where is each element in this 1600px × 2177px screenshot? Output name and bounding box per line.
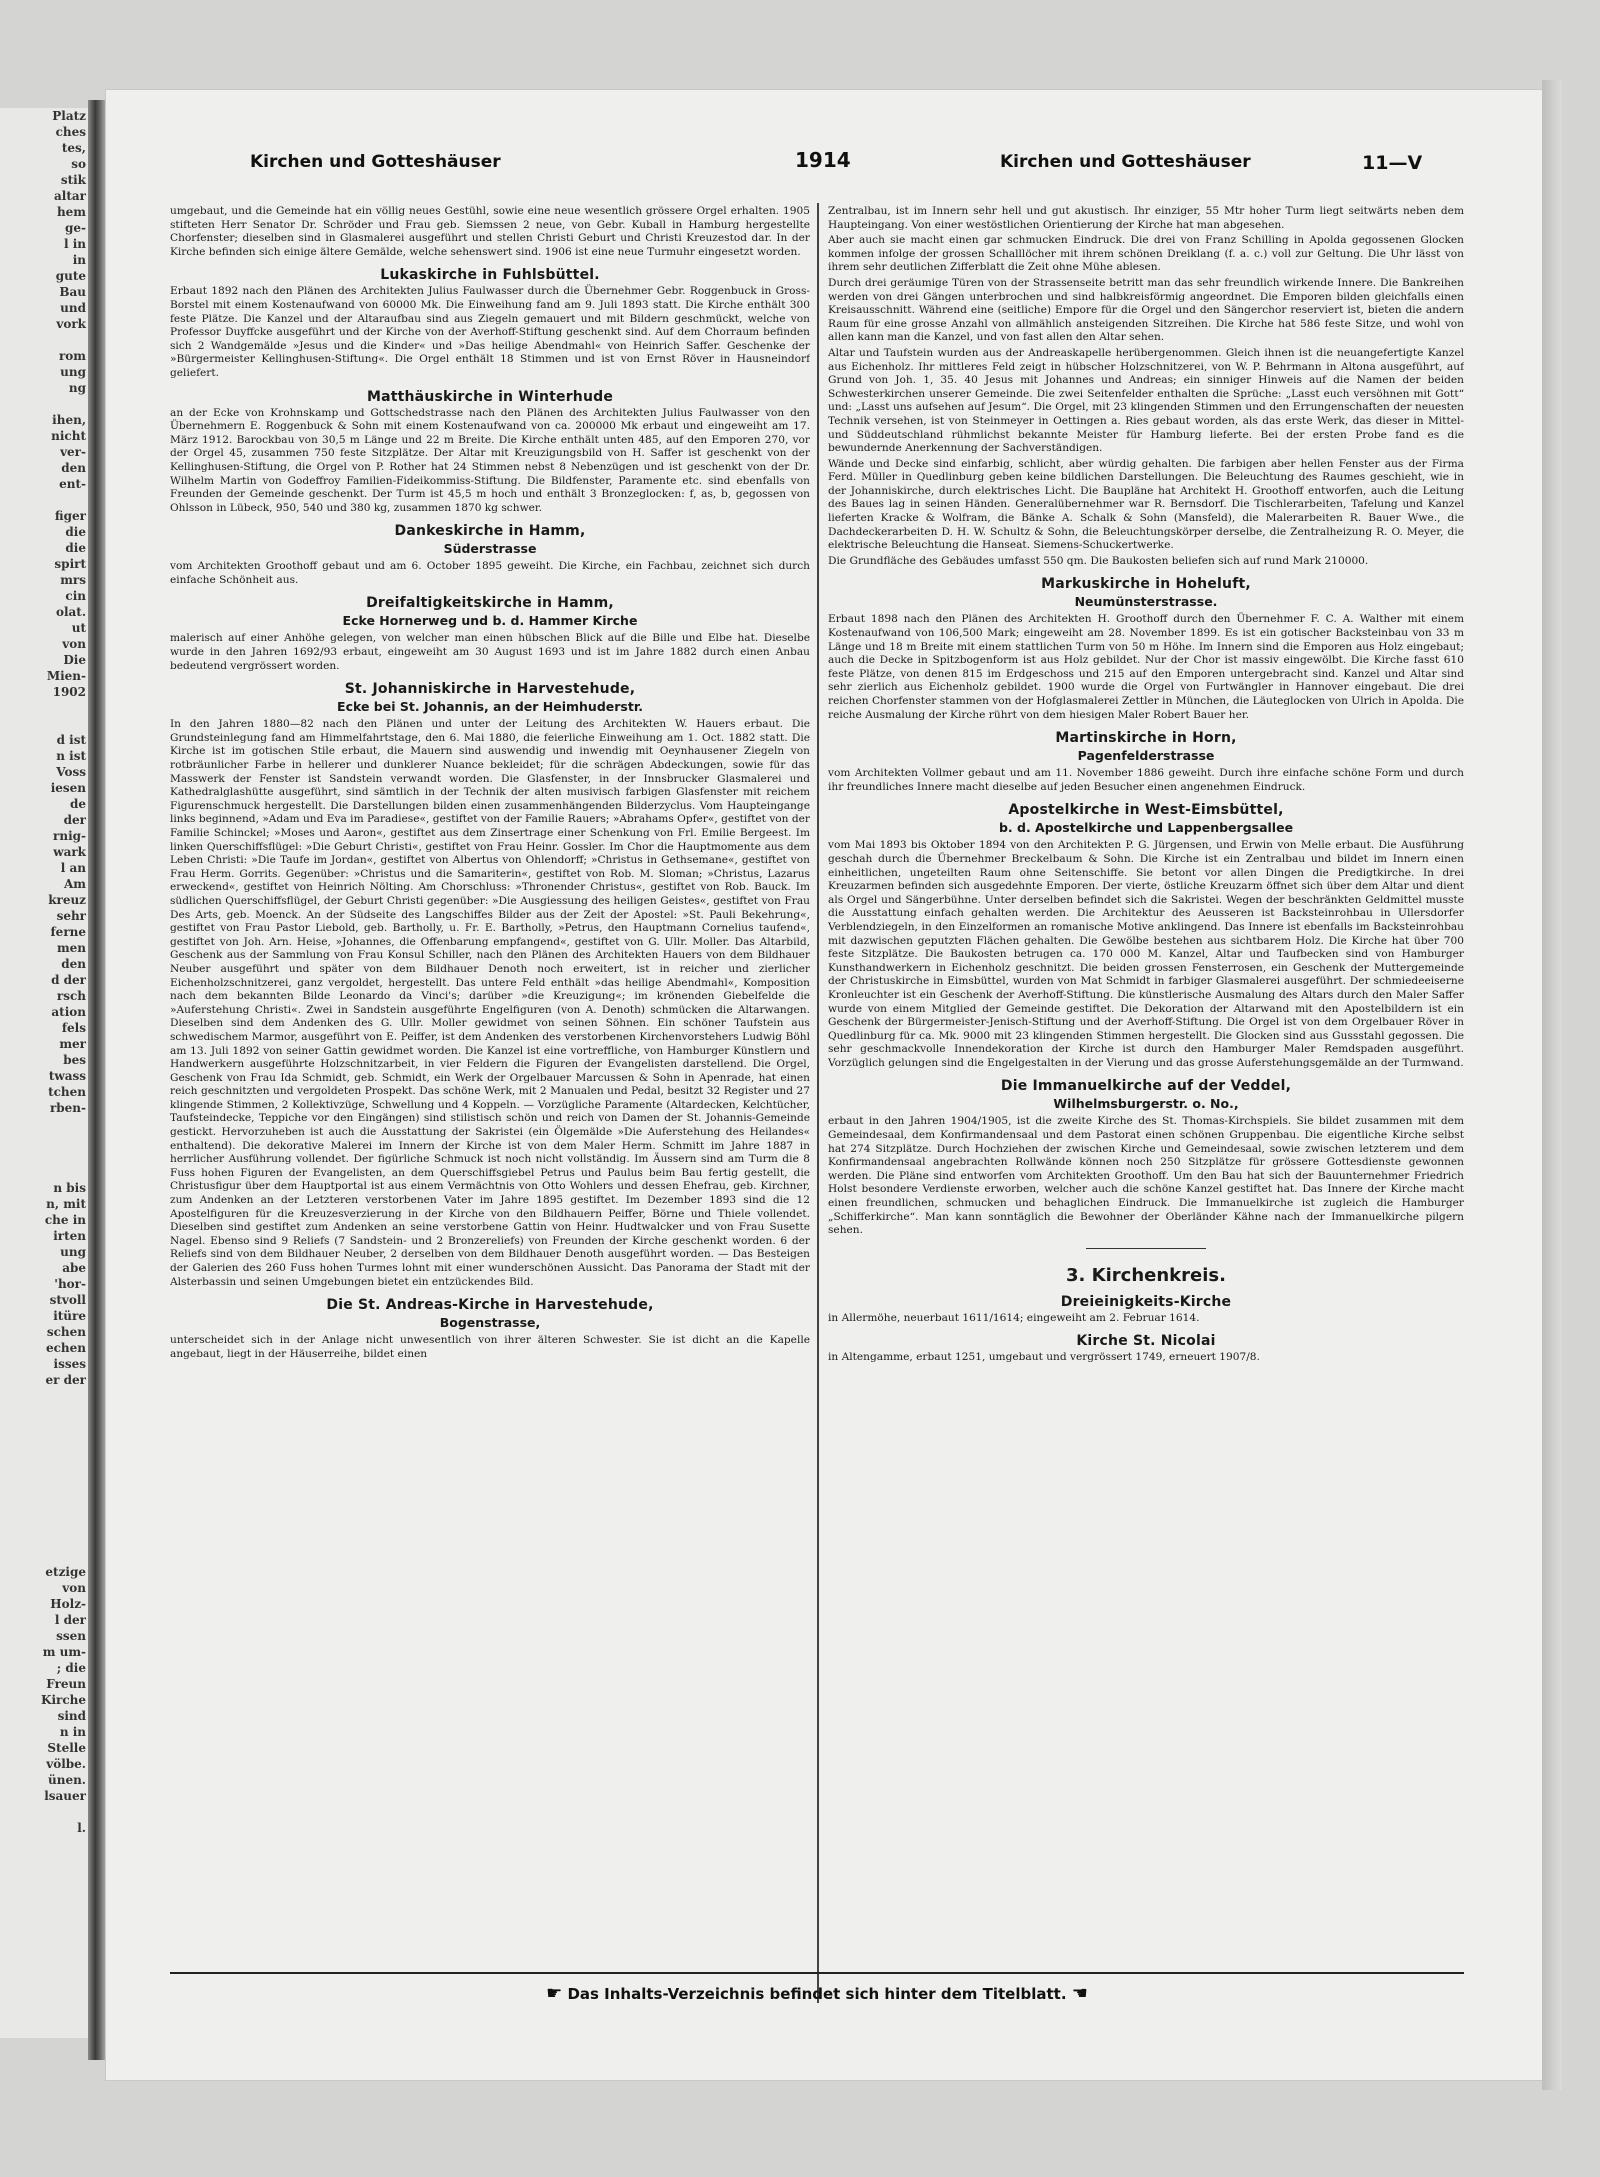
body-paragraph: in Allermöhe, neuerbaut 1611/1614; eingeweiht am 2. Februar 1614.	[828, 1311, 1200, 1324]
adjacent-page-fragment	[0, 1500, 90, 1516]
adjacent-page-fragment: Freun	[46, 1677, 86, 1691]
church-heading: Dankeskirche in Hamm,	[394, 523, 586, 540]
adjacent-page-fragment: ihen,	[52, 413, 86, 427]
adjacent-page-fragment: 'hor-	[54, 1277, 86, 1291]
adjacent-page-fragment: l in	[63, 237, 86, 251]
church-heading: Martinskirche in Horn,	[1055, 730, 1237, 747]
pointing-hand-left-icon: ☛	[546, 1983, 563, 2004]
adjacent-page-fragment: ; die	[56, 1661, 86, 1675]
adjacent-page-fragment	[0, 1468, 90, 1484]
adjacent-page-fragment	[0, 1436, 90, 1452]
body-paragraph: in Altengamme, erbaut 1251, umgebaut und vergrössert 1749, erneuert 1907/8.	[828, 1351, 1260, 1364]
church-address: Bogenstrasse,	[439, 1315, 541, 1331]
adjacent-page-fragment: von	[62, 637, 86, 651]
church-heading: Apostelkirche in West-Eimsbüttel,	[1008, 802, 1284, 819]
adjacent-page-fragment: rom	[58, 349, 86, 363]
adjacent-page-fragment	[0, 1452, 90, 1468]
adjacent-page-fragment: wark	[53, 845, 86, 859]
adjacent-page-fragment: hem	[56, 205, 86, 219]
adjacent-page-fragment: ut	[71, 621, 86, 635]
adjacent-page-fragment: n bis	[53, 1181, 86, 1195]
adjacent-page-fragment: Die	[63, 653, 86, 667]
adjacent-page-fragment: d ist	[56, 733, 86, 747]
running-header	[250, 148, 1450, 180]
adjacent-page-fragment	[0, 1516, 90, 1532]
adjacent-page-fragment: tchen	[48, 1085, 86, 1099]
body-paragraph: Die Grundfläche des Gebäudes umfasst 550 qm. Die Baukosten beliefen sich auf rund Mark 210000.	[828, 554, 1369, 567]
adjacent-page-fragment: l an	[60, 861, 86, 875]
header-left-title: Kirchen und Gotteshäuser	[250, 152, 501, 172]
body-paragraph: erbaut in den Jahren 1904/1905, ist die zweite Kirche des St. Thomas-Kirchspiels. Sie bildet zusammen mit dem Gemeindesaal, dem Konfirmandensaal und dem Pastorat einen schönen Gruppenbau. Die eigentliche Kirche selbst hat 274 Sitzplätze. Durch Hochziehen der zwischen Kirche und Gemeindesaal, sowie zwischen letzterem und dem Konfirmandensaal angebrachten Rollwände können noch 250 Sitzplätze für grössere Gottesdienste gewonnen werden. Die Pläne sind entworfen vom Architekten Groothoff. Um den Bau hat sich der Bauunternehmer Friedrich Holst besondere Verdienste erworben, welcher auch die schöne Kanzel gestiftet hat. Das Innere der Kirche macht einen freundlichen, schmucken und behaglichen Eindruck. Die Immanuelkirche ist zugleich die Hamburger „Schifferkirche“. Man kann sonntäglich die Bewohner der Oberländer Kähne nach der Immanuelkirche pilgern sehen.	[828, 1115, 1464, 1237]
church-heading: Markuskirche in Hoheluft,	[1041, 576, 1251, 593]
adjacent-page-fragment: ent-	[59, 477, 86, 491]
adjacent-page-fragment: Mien-	[46, 669, 86, 683]
church-address: Ecke bei St. Johannis, an der Heimhuderstr.	[337, 699, 643, 715]
adjacent-page-fragment: sind	[57, 1709, 86, 1723]
body-paragraph: Altar und Taufstein wurden aus der Andreaskapelle herübergenommen. Gleich ihnen ist die neuangefertigte Kanzel aus Eichenholz. Ihr mittleres Feld zeigt in hübscher Holzschnitzerei, von W. P. Behrmann in Altona ausgeführt, auf Grund von Joh. 1, 35. 40 Jesus mit Johannes und Andreas; ein sinniger Hinweis auf die Namen der beiden Schwesterkirchen unserer Gemeinde. Die zwei Seitenfelder enthalten die Sprüche: „Lasst euch versöhnen mit Gott“ und: „Lasst uns aufsehen auf Jesum“. Die Orgel, mit 23 klingenden Stimmen und den Errungenschaften der neuesten Technik versehen, ist von Steinmeyer in Oettingen a. Ries gebaut worden, als das erste Werk, das dieser in Mittel- und Süddeutschland rühmlichst bekannte Meister für Hamburg lieferte. Bei der ersten Probe fand es die bewundernde Anerkennung der Sachverständigen.	[828, 346, 1464, 455]
adjacent-page-fragment: che in	[44, 1213, 86, 1227]
body-paragraph: In den Jahren 1880—82 nach den Plänen und unter der Leitung des Architekten W. Hauers erbaut. Die Grundsteinlegung fand am Himmelfahrtstage, den 6. Mai 1880, die feierliche Einweihung am 1. Oct. 1882 statt. Die Kirche ist im gotischen Stile erbaut, die Mauern sind auswendig und inwendig mit Oeynhausener Ziegeln von rotbräunlicher Farbe in hellerer und dunklerer Nuance bekleidet; für die schrägen Abdeckungen, sowie für das Masswerk der Fenster ist Sandstein verwandt worden. Die Glasfenster, in der Innsbrucker Glasmalerei und Kathedralglashütte ausgeführt, sind sämtlich in der Technik der alten musivisch farbigen Glasfenster mit reichem Figurenschmuck hergestellt. Die Darstellungen bilden einen zusammenhängenden Bilderzyclus. Vom Haupteingange links beginnend, »Adam und Eva im Paradiese«, gestiftet von der Familie Rauers; »Abrahams Opfer«, gestiftet von der Familie Schinckel; »Moses und Aaron«, gestiftet aus dem Zinsertrage einer Schenkung von Frl. Emilie Bergeest. Im linken Querschiffsflügel: »Die Geburt Christi«, gestiftet von Frau Heinr. Gossler. Im Chor die Hauptmomente aus dem Leben Christi: »Die Taufe im Jordan«, gestiftet von Albertus von Ohlendorff; »Christus in Gethsemane«, gestiftet von Frau Herm. Gorrits. Gegenüber: »Christus und die Samariterin«, gestiftet von Rob. M. Sloman; »Christus, Lazarus erweckend«, gestiftet von Heinrich Nölting. Am Chorschluss: »Thronender Christus«, gestiftet von Rob. Bauck. Im südlichen Querschiffsflügel, der Geburt Christi gegenüber: »Die Ausgiessung des heiligen Geistes«, gestiftet von Frau Des Arts, geb. Moenck. An der Südseite des Langschiffes Bilder aus der Zeit der Apostel: »St. Pauli Bekehrung«, gestiftet von Frau Pastor Liebold, geb. Bartholly, u. Fr. E. Bartholly, »Petrus, den Hauptmann Cornelius taufend«, gestiftet von Joh. Arn. Heise, »Johannes, die Offenbarung empfangend«, gestiftet von G. Ullr. Moller. Das Altarbild, Geschenk aus der Sammlung von Frau Konsul Schiller, nach den Plänen des Architekten Hauers von dem Bildhauer Neuber ausgeführt und später von dem Bildhauer Denoth noch erweitert, ist in reicher und zierlicher Eichenholzschnitzerei, ganz vergoldet, hergestellt. Das untere Feld enthält »das heilige Abendmahl«, Komposition nach dem bekannten Bilde Leonardo da Vinci's; darüber »die Kreuzigung«; im krönenden Giebelfelde die »Auferstehung Christi«. Zwei in Sandstein ausgeführte Engelfiguren (von A. Denoth) schmücken die Altarwangen. Dieselben sind dem Andenken des G. Ullr. Moller gewidmet von seinen Söhnen. Ein schöner Taufstein aus schwedischem Marmor, ausgeführt von E. Peiffer, ist dem Andenken des verstorbenen Kirchenvorstehers Ludwig Böhl am 13. Juli 1892 von seiner Gattin gewidmet worden. Die Kanzel ist eine vortreffliche, von Hamburger Künstlern und Handwerkern ausgeführte Holzschnitzarbeit, in vier Feldern die Figuren der Evangelisten darstellend. Die Orgel, Geschenk von Frau Ida Schmidt, geb. Schmidt, ein Werk der Orgelbauer Marcussen & Sohn in Apenrade, hat einen reich geschnitzten und vergoldeten Prospekt. Das schöne Werk, mit 2 Manualen und Pedal, besitzt 32 Register und 27 klingende Stimmen, 2 Kollektivzüge, Schwellung und 4 Koppeln. — Vorzügliche Paramente (Altardecken, Kelchtücher, Taufsteindecke, Teppiche vor den Eingängen) sind stilistisch schön und reich von Damen der St. Johannis-Gemeinde gestickt. Hervorzuheben ist auch die Ausstattung der Sakristei (ein Ölgemälde »Die Auferstehung des Heilandes« enthaltend). Die dekorative Malerei im Innern der Kirche ist von dem Maler Herm. Schmitt im Jahre 1887 in herrlicher Ausführung vollendet. Der figürliche Schmuck ist noch nicht vollständig. Im Äussern sind am Turm die 8 Fuss hohen Figuren der Evangelisten, an dem Querschiffsgiebel Petrus und Paulus beim Bau fertig gestellt, die Christusfigur über dem Hauptportal ist aus einem Vermächtnis von Otto Wohlers und dessen Ehefrau, geb. Kirchner, zum Andenken an der Letzteren verstorbenen Vater im Jahre 1895 gestiftet. Im Dezember 1893 sind die 12 Apostelfiguren für die Kreuzesverzierung in der Kirche von den Bildhauern Peiffer, Börne und Thiele vollendet. Dieselben sind gestiftet zum Andenken an seine verstorbene Gattin von Heinr. Hudtwalcker und von Frau Susette Nagel. Ebenso sind 9 Reliefs (7 Sandstein- und 2 Bronzereliefs) von Freunden der Kirche geschenkt worden. 6 der Reliefs sind von dem Bildhauer Neuber, 2 derselben von dem Bildhauer Denoth ausgeführt worden. — Das Besteigen der Galerien des 260 Fuss hohen Turmes lohnt mit einer wunderschönen Aussicht. Das Panorama der Stadt mit der Alsterbassin und seinen Umgebungen bietet ein entzückendes Bild.	[170, 718, 810, 1288]
adjacent-page-fragment: iesen	[50, 781, 86, 795]
adjacent-page-fragment	[0, 332, 90, 348]
adjacent-page-fragment	[0, 1404, 90, 1420]
adjacent-page-fragment: schen	[46, 1325, 86, 1339]
adjacent-page-fragment: cin	[65, 589, 86, 603]
adjacent-page-fragment: de	[69, 797, 86, 811]
adjacent-page-fragment: die	[65, 525, 86, 539]
adjacent-page-fragment: n, mit	[46, 1197, 86, 1211]
church-heading: Dreieinigkeits-Kirche	[1060, 1293, 1232, 1310]
body-paragraph: unterscheidet sich in der Anlage nicht unwesentlich von ihrer älteren Schwester. Sie ist dicht an die Kapelle angebaut, liegt in der Häuserreihe, bildet einen	[170, 1334, 810, 1360]
adjacent-page-fragment: m um-	[42, 1645, 86, 1659]
adjacent-page-fragment: stik	[60, 173, 86, 187]
header-year: 1914	[795, 148, 851, 172]
adjacent-page-fragment: vork	[56, 317, 86, 331]
adjacent-page-fragment: mer	[59, 1037, 86, 1051]
adjacent-page-fragment: fels	[61, 1021, 86, 1035]
church-address: Wilhelmsburgerstr. o. No.,	[1053, 1096, 1239, 1112]
church-heading: Lukaskirche in Fuhlsbüttel.	[380, 267, 600, 284]
church-address: Ecke Hornerweg und b. d. Hammer Kirche	[342, 613, 638, 629]
adjacent-page-fragment: spirt	[54, 557, 86, 571]
church-heading: Die Immanuelkirche auf der Veddel,	[1000, 1078, 1292, 1095]
adjacent-page-fragment	[0, 1804, 90, 1820]
adjacent-page-fragment	[0, 716, 90, 732]
adjacent-page-fragment: men	[56, 941, 86, 955]
body-paragraph: Erbaut 1892 nach den Plänen des Architekten Julius Faulwasser durch die Übernehmer Gebr. Roggenbuck in Gross-Borstel mit einem Kostenaufwand von 60000 Mk. Die Einweihung fand am 9. Juli 1893 statt. Die Kirche enthält 300 feste Plätze. Die Kanzel und der Altaraufbau sind aus Ziegeln gemauert und mit Bildern geschmückt, welche von Professor Duyffcke ausgeführt und der Kirche von der Averhoff-Stiftung geschenkt sind. Auf dem Chorraum befinden sich 2 Wandgemälde »Jesus und die Kinder« und »Das heilige Abendmahl« von Heinrich Saffer. Geschenke der »Bürgermeister Kellinghusen-Stiftung«. Die Orgel enthält 18 Stimmen und ist von Ernst Röver in Hausneindorf geliefert.	[170, 285, 810, 379]
adjacent-page-fragment: ver-	[60, 445, 86, 459]
church-address: Süderstrasse	[443, 541, 537, 557]
body-paragraph: Wände und Decke sind einfarbig, schlicht, aber würdig gehalten. Die farbigen aber hellen Fenster aus der Firma Ferd. Müller in Quedlinburg geben keine bildlichen Darstellungen. Die Beleuchtung des Raumes geschieht, wie in der Johanniskirche, durch elektrisches Licht. Die Baupläne hat Architekt H. Groothoff entworfen, auch die Leitung des Baues lag in seinen Händen. Generalübernehmer war R. Bernsdorf. Die Tischlerarbeiten, Tafelung und Kanzel lieferten Kracke & Wolfram, die Bänke A. Schalk & Sohn (Mansfeld), die Malerarbeiten R. Bauer Wwe., die Dachdeckerarbeiten D. H. W. Schultz & Sohn, die Beleuchtungskörper derselbe, die Zentralheizung R. O. Meyer, die elektrische Beleuchtung die Hanseat. Siemens-Schuckertwerke.	[828, 457, 1464, 552]
adjacent-page-fragment: echen	[45, 1341, 86, 1355]
adjacent-page-fragment: von	[62, 1581, 86, 1595]
adjacent-page-fragment	[0, 1132, 90, 1148]
adjacent-page-fragment: den	[61, 957, 86, 971]
footer-rule	[170, 1972, 1464, 1974]
adjacent-page-fragment	[0, 1148, 90, 1164]
church-heading: Kirche St. Nicolai	[1076, 1333, 1216, 1350]
church-heading: St. Johanniskirche in Harvestehude,	[344, 681, 636, 698]
adjacent-page-fragment: rsch	[56, 989, 86, 1003]
section-separator	[1086, 1248, 1206, 1249]
church-address: Neumünsterstrasse.	[1074, 594, 1218, 610]
adjacent-page-fragment: Voss	[56, 765, 86, 779]
adjacent-page-fragment: in	[72, 253, 86, 267]
adjacent-page-fragment: isses	[53, 1357, 86, 1371]
district-heading: 3. Kirchenkreis.	[1066, 1264, 1226, 1286]
adjacent-page-fragment: so	[71, 157, 86, 171]
footer-text: Das Inhalts-Verzeichnis befindet sich hinter dem Titelblatt.	[567, 1985, 1067, 2003]
footer-notice	[170, 1983, 1464, 2004]
adjacent-page-fragment: rnig-	[53, 829, 86, 843]
adjacent-page-fragment: irten	[53, 1229, 86, 1243]
body-paragraph: umgebaut, und die Gemeinde hat ein völlig neues Gestühl, sowie eine neue wesentlich grössere Orgel erhalten. 1905 stifteten Herr Senator Dr. Schröder und Frau geb. Siemssen 2 neue, von Gebr. Kuball in Hamburg hergestellte Chorfenster; dieselben sind in Glasmalerei ausgeführt und stellen Christi Geburt und Christi Kreuzestod dar. In der Kirche befinden sich einige ältere Gemälde, welche sehenswert sind. 1906 ist eine neue Turmuhr eingesetzt worden.	[170, 205, 810, 258]
adjacent-page-fragment: ation	[51, 1005, 86, 1019]
left-column	[170, 205, 810, 2005]
adjacent-page-fragment: n ist	[56, 749, 86, 763]
adjacent-page-fragment: ferne	[50, 925, 86, 939]
adjacent-page-fragment: tes,	[61, 141, 86, 155]
adjacent-page-fragment: stvoll	[49, 1293, 86, 1307]
adjacent-page-fragment: n in	[59, 1725, 86, 1739]
page-edge	[1542, 80, 1562, 2090]
adjacent-page-fragment: twass	[48, 1069, 86, 1083]
adjacent-page-fragment: Platz	[52, 109, 86, 123]
adjacent-page-fragment: Stelle	[47, 1741, 86, 1755]
book-gutter	[88, 100, 106, 2060]
adjacent-page-strip	[0, 108, 90, 2038]
right-column	[828, 205, 1464, 2005]
adjacent-page-fragment: altar	[54, 189, 86, 203]
adjacent-page-fragment: er der	[45, 1373, 86, 1387]
adjacent-page-fragment: ung	[60, 365, 86, 379]
adjacent-page-fragment: den	[61, 461, 86, 475]
adjacent-page-fragment: Bau	[59, 285, 86, 299]
adjacent-page-fragment: Holz-	[50, 1597, 86, 1611]
adjacent-page-fragment: der	[63, 813, 86, 827]
adjacent-page-fragment	[0, 1164, 90, 1180]
adjacent-page-fragment: abe	[62, 1261, 86, 1275]
church-heading: Die St. Andreas-Kirche in Harvestehude,	[326, 1297, 654, 1314]
body-paragraph: vom Architekten Groothoff gebaut und am 6. October 1895 geweiht. Die Kirche, ein Fachbau, zeichnet sich durch einfache Schönheit aus.	[170, 560, 810, 586]
adjacent-page-fragment	[0, 1116, 90, 1132]
adjacent-page-fragment	[0, 1532, 90, 1548]
adjacent-page-fragment: Am	[63, 877, 86, 891]
body-paragraph: Zentralbau, ist im Innern sehr hell und gut akustisch. Ihr einziger, 55 Mtr hoher Turm liegt seitwärts neben dem Haupteingang. Von einer westöstlichen Orientierung der Kirche hat man abgesehen.	[828, 205, 1464, 231]
adjacent-page-fragment	[0, 1420, 90, 1436]
church-address: Pagenfelderstrasse	[1077, 748, 1215, 764]
adjacent-page-fragment: sehr	[56, 909, 86, 923]
adjacent-page-fragment	[0, 700, 90, 716]
body-paragraph: vom Architekten Vollmer gebaut und am 11. November 1886 geweiht. Durch ihre einfache schöne Form und durch ihr freundliches Innere macht dieselbe auf jeden Besucher einen angenehmen Eindruck.	[828, 767, 1464, 793]
adjacent-page-fragment: rben-	[49, 1101, 86, 1115]
adjacent-page-fragment: l der	[54, 1613, 86, 1627]
adjacent-page-fragment	[0, 1388, 90, 1404]
adjacent-page-fragment: etzige	[45, 1565, 86, 1579]
adjacent-page-fragment: nicht	[51, 429, 86, 443]
adjacent-page-fragment: itüre	[53, 1309, 86, 1323]
adjacent-page-fragment: figer	[54, 509, 86, 523]
adjacent-page-fragment: kreuz	[48, 893, 86, 907]
adjacent-page-fragment: 1902	[52, 685, 86, 699]
pointing-hand-right-icon: ☚	[1071, 1983, 1088, 2004]
church-heading: Matthäuskirche in Winterhude	[366, 388, 614, 405]
adjacent-page-fragment: l.	[77, 1821, 86, 1835]
adjacent-page-fragment: Kirche	[41, 1693, 86, 1707]
adjacent-page-fragment: bes	[63, 1053, 86, 1067]
body-paragraph: an der Ecke von Krohnskamp und Gottschedstrasse nach den Plänen des Architekten Julius Faulwasser von den Übernehmern E. Roggenbuck & Sohn mit einem Kostenaufwand von ca. 200000 Mk erbaut und eingeweiht am 17. März 1912. Barockbau von 30,5 m Länge und 22 m Breite. Die Kirche enthält unten 485, auf den Emporen 270, vor der Orgel 45, zusammen 750 feste Sitzplätze. Der Altar mit Kreuzigungsbild von H. Saffer ist geschenkt von der Kellinghusen-Stiftung, die Orgel von P. Rother hat 24 Stimmen nebst 8 Nebenzügen und ist geschenkt von der Dr. Wilhelm Martin von Godeffroy Familien-Fideikommiss-Stiftung. Die Bildfenster, Paramente etc. sind ebenfalls von Freunden der Gemeinde geschenkt. Der Turm ist 45,5 m hoch und enthält 3 Bronzeglocken: f, as, b, gegossen von Ohlsson in Lübeck, 950, 540 und 380 kg, zusammen 1870 kg schwer.	[170, 406, 810, 514]
header-right-title: Kirchen und Gotteshäuser	[1000, 152, 1251, 172]
adjacent-page-fragment: gute	[55, 269, 86, 283]
adjacent-page-fragment: ches	[55, 125, 86, 139]
body-paragraph: Aber auch sie macht einen gar schmucken Eindruck. Die drei von Franz Schilling in Apolda gegossenen Glocken kommen infolge der grossen Schalllöcher mit ihrem schönen Dreiklang (f. a. c.) voll zur Geltung. Die Uhr lässt von ihrem sehr deutlichen Zifferblatt die Zeit ohne Mühe ablesen.	[828, 234, 1464, 274]
adjacent-page-fragment: d der	[51, 973, 86, 987]
adjacent-page-fragment: lsauer	[44, 1789, 86, 1803]
church-heading: Dreifaltigkeitskirche in Hamm,	[366, 595, 614, 612]
adjacent-page-fragment: mrs	[60, 573, 86, 587]
page-number: 11—V	[1362, 152, 1423, 174]
body-paragraph: vom Mai 1893 bis Oktober 1894 von den Architekten P. G. Jürgensen, und Erwin von Melle erbaut. Die Ausführung geschah durch die Übernehmer Breckelbaum & Sohn. Die Kirche ist ein Zentralbau und bildet im Innern einen einheitlichen, ungeteilten Raum ohne Seitenschiffe. Sie betont vor allen Dingen die Predigtkirche. In drei Kreuzarmen befinden sich ausgedehnte Emporen. Der vierte, östliche Kreuzarm öffnet sich über dem Altar und dient als Orgel und Sängerbühne. Unter derselben befindet sich die Sakristei. Wegen der beschränkten Geldmittel musste die Ausstattung einfach gehalten werden. Die Architektur des Aeusseren ist Backsteinrohbau in Ullersdorfer Verblendziegeln, in den Einzelformen an romanische Motive anklingend. Das Innere ist ebenfalls im Backsteinrohbau mit dazwischen geputzten Flächen gehalten. Die Gewölbe bestehen aus sichtbarem Holz. Die Kirche hat über 700 feste Sitzplätze. Die Baukosten betrugen ca. 170 000 M. Kanzel, Altar und Taufbecken sind von Hamburger Kunsthandwerkern in Eichenholz geschnitzt. Die beiden grossen Fensterrosen, ein Geschenk der Muttergemeinde der Christuskirche in Eimsbüttel, wurden von Mat Schmidt in farbiger Glasmalerei ausgeführt. Der schmiedeeiserne Kronleuchter ist ein Geschenk der Averhoff-Stiftung. Die künstlerische Ausmalung des Altars durch den Maler Saffer wurde von einem Mitglied der Gemeinde gestiftet. Die Dekoration der Altarwand mit den Apostelbildern ist ein Geschenk der Bürgermeister-Jenisch-Stiftung und der Averhoff-Stiftung. Die Orgel ist von dem Orgelbauer Röver in Quedlinburg für ca. Mk. 9000 mit 23 klingenden Stimmen hergestellt. Die Glocken sind aus Gussstahl gegossen. Die sehr geschmackvolle Innendekoration der Kirche ist durch den Hamburger Maler Remdspaden ausgeführt. Vorzüglich gelungen sind die Engelgestalten in der Vierung und das grosse Auferstehungsgemälde an der Turmwand.	[828, 839, 1464, 1069]
church-address: b. d. Apostelkirche und Lappenbergsallee	[998, 820, 1294, 836]
adjacent-page-fragment: ssen	[56, 1629, 86, 1643]
body-paragraph: Durch drei geräumige Türen von der Strassenseite betritt man das sehr freundlich wirkende Innere. Die Bankreihen werden von drei Gängen unterbrochen und sind halbkreisförmig angeordnet. Die Emporen bilden gleichfalls einen Kreisausschnitt. Während eine (seitliche) Empore für die Orgel und den Sängerchor reserviert ist, bieten die andern Raum für eine grosse Anzahl von allmählich ansteigenden Sitzreihen. Die Kirche hat 586 feste Sitze, und wohl von allen kann man die Kanzel, und von fast allen den Altar sehen.	[828, 276, 1464, 344]
adjacent-page-fragment	[0, 396, 90, 412]
adjacent-page-fragment	[0, 1548, 90, 1564]
adjacent-page-fragment: ünen.	[48, 1773, 86, 1787]
adjacent-page-fragment: olat.	[55, 605, 86, 619]
adjacent-page-fragment: die	[65, 541, 86, 555]
adjacent-page-fragment: völbe.	[46, 1757, 86, 1771]
adjacent-page-fragment: ng	[68, 381, 86, 395]
column-divider	[817, 203, 819, 2003]
adjacent-page-fragment: und	[60, 301, 86, 315]
body-paragraph: malerisch auf einer Anhöhe gelegen, von welcher man einen hübschen Blick auf die Bille und Elbe hat. Dieselbe wurde in den Jahren 1692/93 erbaut, eingeweiht am 30 August 1693 und ist im Jahre 1882 durch einen Anbau bedeutend vergrössert worden.	[170, 632, 810, 672]
adjacent-page-fragment	[0, 1484, 90, 1500]
body-paragraph: Erbaut 1898 nach den Plänen des Architekten H. Groothoff durch den Übernehmer F. C. A. Walther mit einem Kostenaufwand von 106,500 Mark; eingeweiht am 28. November 1899. Es ist ein gotischer Backsteinbau von 33 m Länge und 18 m Breite mit einem stattlichen Turm von 50 m Höhe. Im Innern sind die Emporen aus Holz eingebaut; auch die Decke in Spitzbogenform ist aus Holz gebildet. Nur der Chor ist massiv eingewölbt. Die Kirche fasst 610 feste Plätze, von denen 815 im Erdgeschoss und 215 auf den Emporen untergebracht sind. Kanzel und Altar sind sehr zierlich aus Eichenholz gebildet. 1900 wurde die Orgel von Furtwängler in Hannover eingebaut. Die drei reichen Chorfenster stammen von der Hofglasmalerei Zettler in München, die Läuteglocken von Ulrich in Apolda. Die reiche Ausmalung der Kirche rührt von dem hiesigen Maler Robert Bauer her.	[828, 613, 1464, 721]
adjacent-page-fragment: ung	[60, 1245, 86, 1259]
adjacent-page-fragment	[0, 492, 90, 508]
adjacent-page-fragment: ge-	[64, 221, 86, 235]
